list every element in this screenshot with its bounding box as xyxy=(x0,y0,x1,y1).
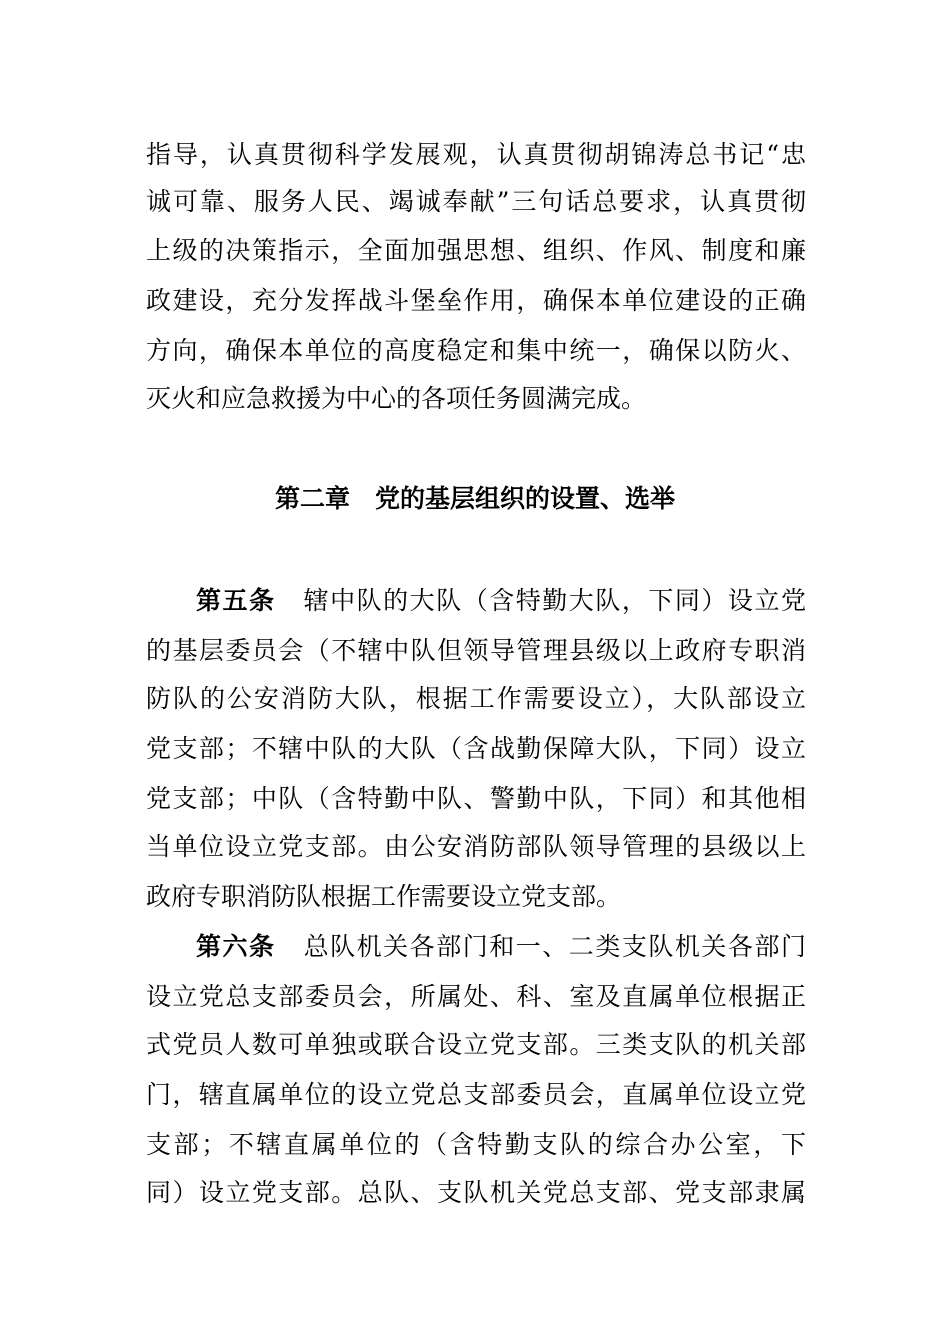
article-label: 第五条 xyxy=(196,586,276,615)
chapter-heading: 第二章 党的基层组织的设置、选举 xyxy=(274,484,675,513)
text-line: 灭火和应急救援为中心的各项任务圆满完成。 xyxy=(146,384,647,413)
article-first-line xyxy=(196,586,806,616)
text-line: 的基层委员会（不辖中队但领导管理县级以上政府专职消 xyxy=(146,636,806,665)
text-line: 式党员人数可单独或联合设立党支部。三类支队的机关部 xyxy=(146,1030,806,1059)
text-line: 上级的决策指示，全面加强思想、组织、作风、制度和廉 xyxy=(146,236,806,265)
text-line: 方向，确保本单位的高度稳定和集中统一，确保以防火、 xyxy=(146,336,806,365)
text-line: 诚可靠、服务人民、竭诚奉献”三句话总要求，认真贯彻 xyxy=(146,187,806,216)
text-line: 党支部；不辖中队的大队（含战勤保障大队，下同）设立 xyxy=(146,734,806,763)
article-label: 第六条 xyxy=(196,932,276,961)
text-line: 支部；不辖直属单位的（含特勤支队的综合办公室，下 xyxy=(146,1130,806,1159)
text-line: 党支部；中队（含特勤中队、警勤中队，下同）和其他相 xyxy=(146,784,806,813)
text-line: 门，辖直属单位的设立党总支部委员会，直属单位设立党 xyxy=(146,1080,806,1109)
article-text: 辖中队的大队（含特勤大队，下同）设立党 xyxy=(303,586,806,615)
text-line: 指导，认真贯彻科学发展观，认真贯彻胡锦涛总书记“忠 xyxy=(146,140,806,169)
text-line: 防队的公安消防大队，根据工作需要设立），大队部设立 xyxy=(146,684,806,713)
text-line: 设立党总支部委员会，所属处、科、室及直属单位根据正 xyxy=(146,982,806,1011)
text-line: 同）设立党支部。总队、支队机关党总支部、党支部隶属 xyxy=(146,1178,806,1207)
text-line: 政府专职消防队根据工作需要设立党支部。 xyxy=(146,882,622,911)
article-text: 总队机关各部门和一、二类支队机关各部门 xyxy=(303,932,806,961)
text-line: 政建设，充分发挥战斗堡垒作用，确保本单位建设的正确 xyxy=(146,286,806,315)
text-line: 当单位设立党支部。由公安消防部队领导管理的县级以上 xyxy=(146,832,806,861)
article-first-line xyxy=(196,932,806,962)
